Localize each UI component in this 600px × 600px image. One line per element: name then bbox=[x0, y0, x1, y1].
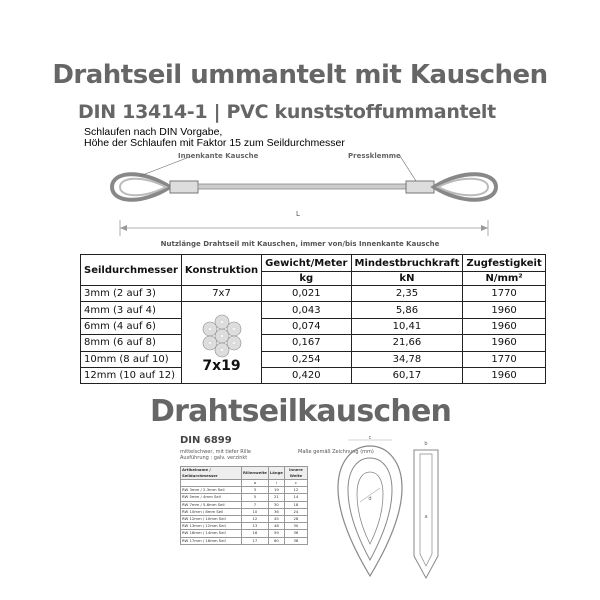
right-thimble-icon bbox=[434, 174, 496, 200]
header-break-force: Mindestbruchkraft bbox=[351, 255, 463, 272]
rope-line bbox=[198, 184, 406, 189]
dim-label-c: c bbox=[368, 436, 372, 441]
thimble-din-label: DIN 6899 bbox=[180, 435, 232, 446]
header-tensile-strength: Zugfestigkeit bbox=[463, 255, 545, 272]
unit-strength: N/mm² bbox=[463, 272, 545, 286]
wire-rope-diagram bbox=[100, 150, 520, 240]
table-row: RW 10mm / 8mm Seil 10 36 24 bbox=[181, 508, 308, 515]
loop-note-line2: Höhe der Schlaufen mit Faktor 15 zum Seildurchmesser bbox=[84, 137, 345, 149]
table-row: RW 5mm / 4mm Seil 5 21 14 bbox=[181, 494, 308, 501]
dim-label-b: b bbox=[424, 441, 428, 447]
thimble-table: Artikelname / Seildurchmesser Rillenweite Länge innere Weite a l c RW 3mm / 2-3mm Seil 3 19 12 RW 5mm / 4mm Seil 5 21 14 RW 7mm / 5-6mm Seil 7 30 18 RW 10mm / 8mm Seil 10 36 24 RW 12mm / 10mm Seil 12 45 28 RW 13mm / 12mm Seil 13 48 30 RW 16mm / 14mm Seil 16 59 36 RW 17mm / 16mm Seil 17 60 38 bbox=[180, 466, 308, 545]
table-row: RW 7mm / 5-6mm Seil 7 30 18 bbox=[181, 501, 308, 508]
header-weight: Gewicht/Meter bbox=[262, 255, 351, 272]
table-row: RW 13mm / 12mm Seil 13 48 30 bbox=[181, 523, 308, 530]
page-subtitle: DIN 13414-1 | PVC kunststoffummantelt bbox=[78, 101, 496, 123]
spec-table bbox=[80, 254, 546, 384]
table-row: 6mm (4 auf 6) 0,074 10,41 1960 bbox=[81, 318, 546, 334]
label-inner-edge-thimble: Innenkante Kausche bbox=[178, 152, 259, 160]
thimble-front-view-icon bbox=[338, 446, 402, 576]
unit-weight: kg bbox=[262, 272, 351, 286]
table-row: 10mm (8 auf 10) 0,254 34,78 1770 bbox=[81, 351, 546, 367]
label-length: L bbox=[296, 210, 300, 218]
thimble-sub-line1: mittelschwer, mit tiefer Rille bbox=[180, 449, 252, 455]
loop-note-line1: Schlaufen nach DIN Vorgabe, bbox=[84, 126, 223, 138]
thimble-sub-line2: Ausführung : galv. verzinkt bbox=[180, 455, 248, 461]
table-row: 8mm (6 auf 8) 0,167 21,66 1960 bbox=[81, 335, 546, 351]
dim-label-d: d bbox=[368, 496, 372, 502]
dim-label-a: a bbox=[424, 514, 428, 520]
table-row: 3mm (2 auf 3) 7x7 0,021 2,35 1770 bbox=[81, 286, 546, 302]
dims-caption: Maße gemäß Zeichnung (mm) bbox=[298, 449, 374, 455]
thimble-section-title: Drahtseilkauschen bbox=[150, 394, 452, 429]
table-row: RW 17mm / 16mm Seil 17 60 38 bbox=[181, 537, 308, 544]
table-row: RW 12mm / 10mm Seil 12 45 28 bbox=[181, 515, 308, 522]
construction-7x7: 7x7 bbox=[181, 286, 261, 302]
left-thimble-icon bbox=[112, 174, 170, 200]
header-construction: Konstruktion bbox=[181, 255, 261, 286]
table-row: RW 3mm / 2-3mm Seil 3 19 12 bbox=[181, 487, 308, 494]
construction-7x19-label: 7x19 bbox=[202, 358, 241, 375]
right-press-clamp bbox=[406, 181, 434, 193]
unit-force: kN bbox=[351, 272, 463, 286]
table-row: 12mm (10 auf 12) 0,420 60,17 1960 bbox=[81, 367, 546, 383]
page-title: Drahtseil ummantelt mit Kauschen bbox=[52, 60, 548, 90]
header-diameter: Seildurchmesser bbox=[81, 255, 182, 286]
thimble-technical-drawing bbox=[330, 436, 450, 586]
table-row: 4mm (3 auf 4) 7x19 0,043 5,86 1960 bbox=[81, 302, 546, 318]
label-press-clamp: Pressklemme bbox=[348, 152, 401, 160]
length-caption: Nutzlänge Drahtseil mit Kauschen, immer von/bis Innenkante Kausche bbox=[160, 240, 440, 248]
table-row: RW 16mm / 14mm Seil 16 59 36 bbox=[181, 530, 308, 537]
left-press-clamp bbox=[170, 181, 198, 193]
strand-cross-section-icon bbox=[200, 314, 244, 358]
construction-7x19-cell bbox=[181, 302, 261, 384]
